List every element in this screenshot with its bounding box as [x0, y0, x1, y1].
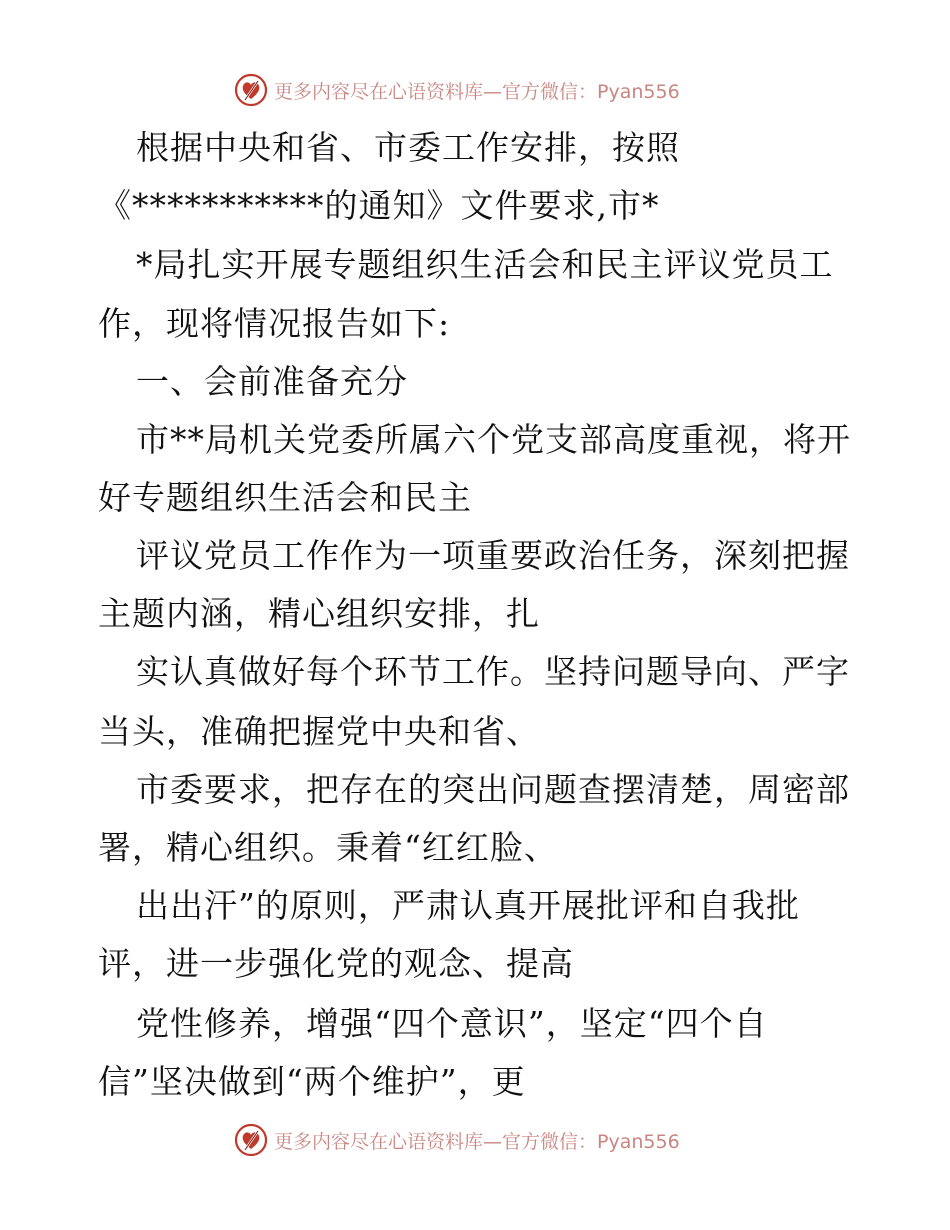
paragraph-line: 根据中央和省、市委工作安排，按照: [136, 128, 680, 167]
paragraph-line: 出出汗”的原则，严肃认真开展批评和自我批: [136, 886, 800, 925]
paragraph-line: 实认真做好每个环节工作。坚持问题导向、严字: [136, 652, 850, 691]
paragraph-line: 信”坚决做到“两个维护”，更: [98, 1062, 526, 1101]
paragraph-line: 评，进一步强化党的观念、提高: [98, 944, 574, 983]
paragraph-line: 党性修养，增强“四个意识”，坚定“四个自: [136, 1004, 768, 1043]
paragraph-line: 评议党员工作作为一项重要政治任务，深刻把握: [136, 536, 850, 575]
watermark-text: 更多内容尽在心语资料库—官方微信：Pyan556: [274, 1130, 680, 1153]
paragraph-line: 当头，准确把握党中央和省、: [98, 712, 540, 751]
paragraph-line: 市**局机关党委所属六个党支部高度重视，将开: [136, 420, 851, 459]
heart-pen-icon: [234, 1123, 268, 1157]
paragraph-line: 《***********的通知》文件要求,市*: [98, 186, 660, 225]
paragraph-line: 好专题组织生活会和民主: [98, 478, 472, 517]
watermark-text: 更多内容尽在心语资料库—官方微信：Pyan556: [274, 80, 680, 103]
paragraph-line: *局扎实开展专题组织生活会和民主评议党员工: [136, 245, 834, 284]
footer-watermark: [234, 1122, 680, 1158]
paragraph-line: 署，精心组织。秉着“红红脸、: [98, 828, 558, 867]
paragraph-line: 主题内涵，精心组织安排，扎: [98, 594, 540, 633]
section-heading: 一、会前准备充分: [136, 362, 408, 401]
paragraph-line: 作，现将情况报告如下:: [98, 304, 451, 343]
paragraph-line: 市委要求，把存在的突出问题查摆清楚，周密部: [136, 770, 850, 809]
